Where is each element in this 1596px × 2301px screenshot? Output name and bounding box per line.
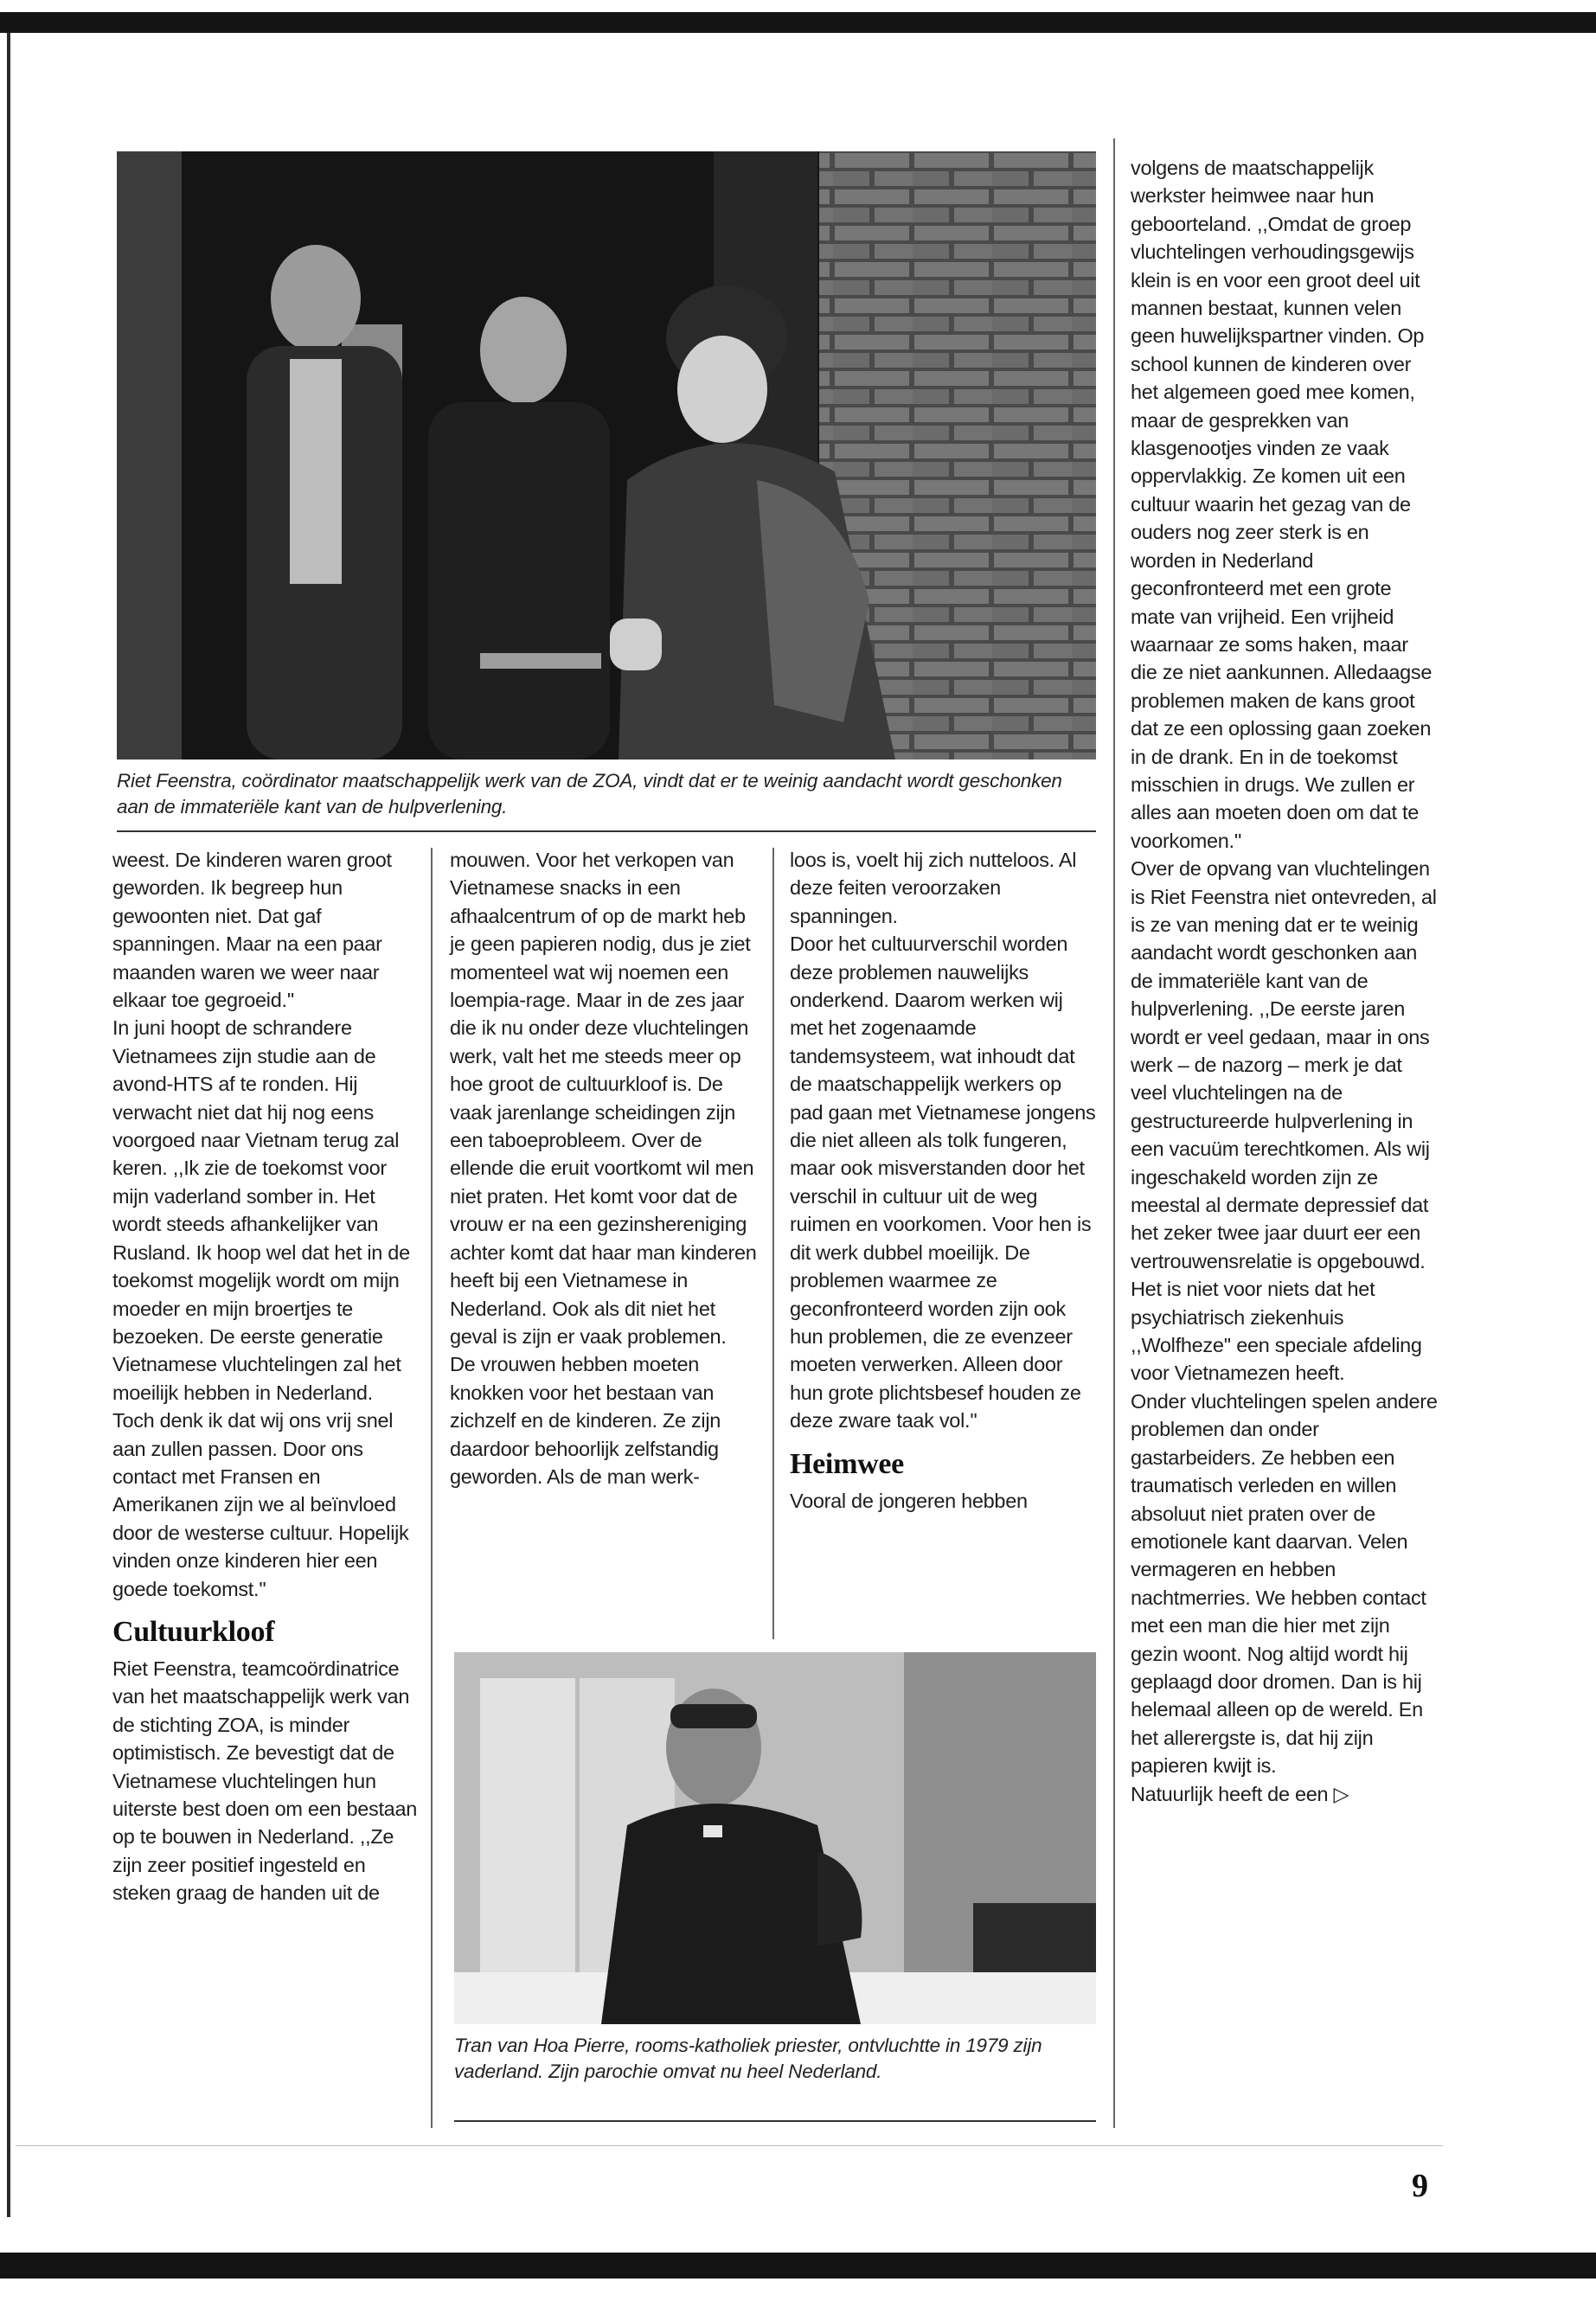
- column-4-paragraph-4: [1131, 1780, 1438, 1808]
- article-column-4: [1131, 154, 1438, 1808]
- column-4-last-line: Natuurlijk heeft de een: [1131, 1782, 1329, 1805]
- photo-caption-bottom: Tran van Hoa Pierre, rooms-katholiek priester, ontvluchtte in 1979 zijn vaderland. Zijn parochie omvat nu heel Nederland.: [454, 2035, 1042, 2082]
- scan-left-edge: [7, 33, 10, 2217]
- column-1-paragraph-1: weest. De kinderen waren groot geworden. Ik begreep hun gewoonten niet. Dat gaf spanningen. Maar na een paar maanden waren we weer naar elkaar toe gegroeid.'': [112, 849, 392, 1012]
- photo-riet-feenstra: [117, 151, 1096, 760]
- page-bottom-rule: [16, 2145, 1443, 2146]
- column-divider-1: [431, 848, 433, 2128]
- article-column-1: [112, 846, 417, 1907]
- column-4-paragraph-1: volgens de maatschappelijk werkster heimwee naar hun geboorteland. ,,Omdat de groep vluchtelingen verhoudingsgewijs klein is en voor een groot deel uit mannen bestaat, kunnen velen geen huwelijkspartner vinden. Op school kunnen de kinderen over het algemeen goed mee komen, maar de gesprekken van klasgenootjes vinden ze vaak oppervlakkig. Ze komen uit een cultuur waarin het gezag van de ouders nog zeer sterk is en worden in Nederland geconfronteerd met een grote mate van vrijheid. Een vrijheid waarnaar ze soms haken, maar die ze niet aankunnen. Alledaagse problemen maken de kans groot dat ze een oplossing gaan zoeken in de drank. En in de toekomst misschien in drugs. We zullen er alles aan moeten doen om dat te voorkomen.'': [1131, 157, 1433, 852]
- column-3-paragraph-1: loos is, voelt hij zich nutteloos. Al deze feiten veroorzaken spanningen.: [790, 849, 1077, 927]
- page-number: 9: [1412, 2168, 1428, 2204]
- article-column-2: [450, 846, 757, 1490]
- column-4-paragraph-2: Over de opvang van vluchtelingen is Riet Feenstra niet ontevreden, al is ze van mening dat er te weinig aandacht wordt geschonken aan de immateriële kant van de hulpverlening. ,,De eerste jaren wordt er veel gedaan, maar in ons werk – de nazorg – merk je dat veel vluchtelingen na de gestructureerde hulpverlening in een vacuüm terechtkomen. Als wij ingeschakeld worden zijn ze meestal al dermate depressief dat het zeker twee jaar duurt eer een vertrouwensrelatie is opgebouwd. Het is niet voor niets dat het psychiatrisch ziekenhuis ,,Wolfheze'' een speciale afdeling voor Vietnamezen heeft.: [1131, 857, 1437, 1385]
- column-3-paragraph-2: Door het cultuurverschil worden deze problemen nauwelijks onderkend. Daarom werken wij met het zogenaamde tandemsysteem, wat inhoudt dat de maatschappelijk werkers op pad gaan met Vietnamese jongens die niet alleen als tolk fungeren, maar ook misverstanden door het verschil in cultuur uit de weg ruimen en voorkomen. Voor hen is dit werk dubbel moeilijk. De problemen waarmee ze geconfronteerd worden zijn ook hun problemen, die ze evenzeer moeten verwerken. Alleen door hun grote plichtsbesef houden ze deze zware taak vol.'': [790, 933, 1096, 1433]
- column-1-paragraph-3: Riet Feenstra, teamcoördinatrice van het maatschappelijk werk van de stichting ZOA, is minder optimistisch. Ze bevestigt dat de Vietnamese vluchtelingen hun uiterste best doen om een bestaan op te bouwen in Nederland. ,,Ze zijn zeer positief ingesteld en steken graag de handen uit de: [112, 1657, 417, 1905]
- photo-tran-van-hoa-pierre: [454, 1652, 1096, 2024]
- column-divider-3: [1113, 138, 1115, 2128]
- column-divider-2: [772, 848, 774, 1639]
- column-4-paragraph-3: Onder vluchtelingen spelen andere problemen dan onder gastarbeiders. Ze hebben een traumatisch verleden en willen absoluut niet praten over de emotionele kant daarvan. Velen vermageren en hebben nachtmerries. We hebben contact met een man die hier met zijn gezin woont. Nog altijd wordt hij geplaagd door dromen. Dan is hij helemaal alleen op de wereld. En het allerergste is, dat hij zijn papieren kwijt is.: [1131, 1389, 1438, 1778]
- bottom-caption-rule: [454, 2120, 1096, 2122]
- section-heading-heimwee: Heimwee: [790, 1447, 904, 1480]
- column-3-paragraph-3: Vooral de jongeren hebben: [790, 1489, 1028, 1512]
- column-2-paragraph-1: mouwen. Voor het verkopen van Vietnamese snacks in een afhaalcentrum of op de markt heb je geen papieren nodig, dus je ziet momenteel wat wij noemen een loempia-rage. Maar in de zes jaar die ik nu onder deze vluchtelingen werk, valt het me steeds meer op hoe groot de cultuurkloof is. De vaak jarenlange scheidingen zijn een taboeprobleem. Over de ellende die eruit voortkomt wil men niet praten. Het komt voor dat de vrouw er na een gezinshereniging achter komt dat haar man kinderen heeft bij een Vietnamese in Nederland. Ook als dit niet het geval is zijn er vaak problemen. De vrouwen hebben moeten knokken voor het bestaan van zichzelf en de kinderen. Ze zijn daardoor behoorlijk zelfstandig geworden. Als de man werk-: [450, 849, 757, 1488]
- continue-arrow-icon: ▷: [1333, 1782, 1349, 1805]
- scan-top-border: [0, 12, 1596, 33]
- caption-divider: [117, 830, 1096, 832]
- column-1-paragraph-2: In juni hoopt de schrandere Vietnamees zijn studie aan de avond-HTS af te ronden. Hij verwacht niet dat hij nog eens voorgoed naar Vietnam terug zal keren. ,,Ik zie de toekomst voor mijn vaderland somber in. Het wordt steeds afhankelijker van Rusland. Ik hoop wel dat het in de toekomst mogelijk wordt om mijn moeder en mijn broertjes te bezoeken. De eerste generatie Vietnamese vluchtelingen zal het moeilijk hebben in Nederland. Toch denk ik dat wij ons vrij snel aan zullen passen. Door ons contact met Fransen en Amerikanen zijn we al beïnvloed door de westerse cultuur. Hopelijk vinden onze kinderen hier een goede toekomst.'': [112, 1016, 410, 1600]
- article-column-3: [790, 846, 1097, 1515]
- section-heading-cultuurkloof: Cultuurkloof: [112, 1615, 275, 1648]
- scan-bottom-border: [0, 2253, 1596, 2279]
- photo-caption-top: Riet Feenstra, coördinator maatschappelijk werk van de ZOA, vindt dat er te weinig aandacht wordt geschonken aan de immateriële kant van de hulpverlening.: [117, 770, 1062, 817]
